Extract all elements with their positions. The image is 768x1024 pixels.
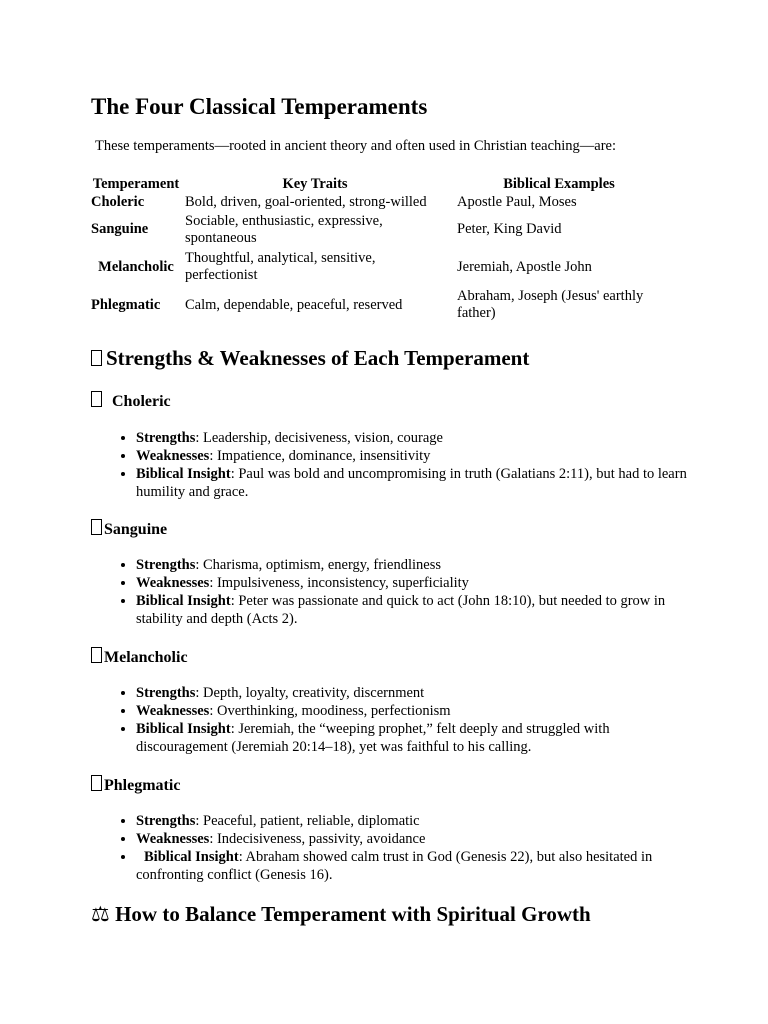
key-traits: Thoughtful, analytical, sensitive, perfectionist [185, 250, 376, 283]
list-item [136, 684, 696, 702]
list-item [136, 812, 696, 830]
column-header-temperament: Temperament [92, 176, 180, 192]
intro-paragraph: These temperaments—rooted in ancient theory and often used in Christian teaching—are: [95, 138, 617, 154]
list-item [136, 447, 696, 465]
strengths-label: Strengths [136, 813, 196, 829]
temperament-name: Melancholic [98, 258, 174, 275]
key-traits: Calm, dependable, peaceful, reserved [185, 296, 403, 313]
strengths-text: : Leadership, decisiveness, vision, courage [195, 430, 443, 446]
missing-glyph-icon [91, 775, 102, 791]
biblical-examples: Peter, King David [457, 221, 562, 237]
list-item [136, 574, 696, 592]
list-item [136, 429, 696, 447]
missing-glyph-icon [91, 391, 102, 407]
strengths-label: Strengths [136, 685, 196, 701]
insight-text: : Peter was passionate and quick to act (John 18:10), but needed to grow in stability and depth (Acts 2). [136, 593, 666, 627]
table-row [89, 194, 671, 211]
strengths-text: : Charisma, optimism, energy, friendliness [195, 557, 442, 573]
phlegmatic-list [108, 812, 696, 884]
weaknesses-label: Weaknesses [136, 575, 210, 591]
list-item [136, 830, 696, 848]
missing-glyph-icon [91, 519, 102, 535]
insight-text: : Jeremiah, the “weeping prophet,” felt deeply and struggled with discouragement (Jeremiah 20:14–18), yet was faithful to his calling. [136, 721, 610, 755]
table-header-row [89, 175, 671, 194]
weaknesses-text: : Indecisiveness, passivity, avoidance [209, 831, 426, 847]
biblical-examples: Jeremiah, Apostle John [457, 258, 592, 275]
insight-label: Biblical Insight [144, 849, 239, 865]
weaknesses-label: Weaknesses [136, 703, 210, 719]
temperament-heading-text: Sanguine [104, 521, 168, 538]
melancholic-heading [91, 647, 188, 667]
column-header-biblical-examples: Biblical Examples [503, 176, 615, 192]
sanguine-list [108, 556, 696, 628]
list-item [136, 592, 696, 628]
sanguine-heading [91, 519, 167, 539]
biblical-examples: Apostle Paul, Moses [457, 194, 577, 210]
table-row [89, 248, 671, 286]
page-title: The Four Classical Temperaments [91, 94, 428, 119]
key-traits: Bold, driven, goal-oriented, strong-willed [185, 194, 427, 210]
temperaments-table [89, 175, 671, 324]
weaknesses-label: Weaknesses [136, 831, 210, 847]
list-item [136, 702, 696, 720]
table-row [89, 286, 671, 324]
temperament-heading-text: Choleric [112, 393, 171, 410]
list-item [136, 556, 696, 574]
insight-label: Biblical Insight [136, 721, 231, 737]
weaknesses-text: : Overthinking, moodiness, perfectionism [209, 703, 451, 719]
weaknesses-label: Weaknesses [136, 448, 210, 464]
missing-glyph-icon [91, 350, 102, 366]
missing-glyph-icon [91, 647, 102, 663]
insight-label: Biblical Insight [136, 466, 231, 482]
table-row [89, 211, 671, 248]
key-traits: Sociable, enthusiastic, expressive, spontaneous [185, 212, 383, 246]
temperament-name: Sanguine [91, 221, 149, 237]
temperament-heading-text: Phlegmatic [104, 777, 181, 794]
balance-heading [91, 902, 591, 927]
section-title: How to Balance Temperament with Spiritual Growth [115, 902, 591, 926]
strengths-label: Strengths [136, 430, 196, 446]
column-header-key-traits: Key Traits [282, 176, 348, 192]
weaknesses-text: : Impatience, dominance, insensitivity [209, 448, 431, 464]
phlegmatic-heading [91, 775, 180, 795]
strengths-text: : Peaceful, patient, reliable, diplomatic [195, 813, 420, 829]
scales-icon: ⚖ [91, 902, 110, 926]
strengths-weaknesses-heading [91, 346, 529, 371]
choleric-list [108, 429, 696, 501]
insight-text: : Abraham showed calm trust in God (Genesis 22), but also hesitated in confronting conflict (Genesis 16). [136, 849, 653, 883]
melancholic-list [108, 684, 696, 756]
insight-label: Biblical Insight [136, 593, 231, 609]
list-item [136, 465, 696, 501]
temperament-name: Choleric [91, 194, 145, 210]
temperament-heading-text: Melancholic [104, 649, 188, 666]
weaknesses-text: : Impulsiveness, inconsistency, superficiality [209, 575, 469, 591]
strengths-label: Strengths [136, 557, 196, 573]
choleric-heading [91, 391, 171, 411]
insight-text: : Paul was bold and uncompromising in truth (Galatians 2:11), but had to learn humility and grace. [136, 466, 687, 500]
section-title: Strengths & Weaknesses of Each Temperament [106, 346, 530, 370]
biblical-examples: Abraham, Joseph (Jesus' earthly father) [457, 288, 644, 321]
temperament-name: Phlegmatic [91, 296, 161, 313]
list-item [136, 848, 696, 884]
list-item [136, 720, 696, 756]
strengths-text: : Depth, loyalty, creativity, discernment [195, 685, 425, 701]
